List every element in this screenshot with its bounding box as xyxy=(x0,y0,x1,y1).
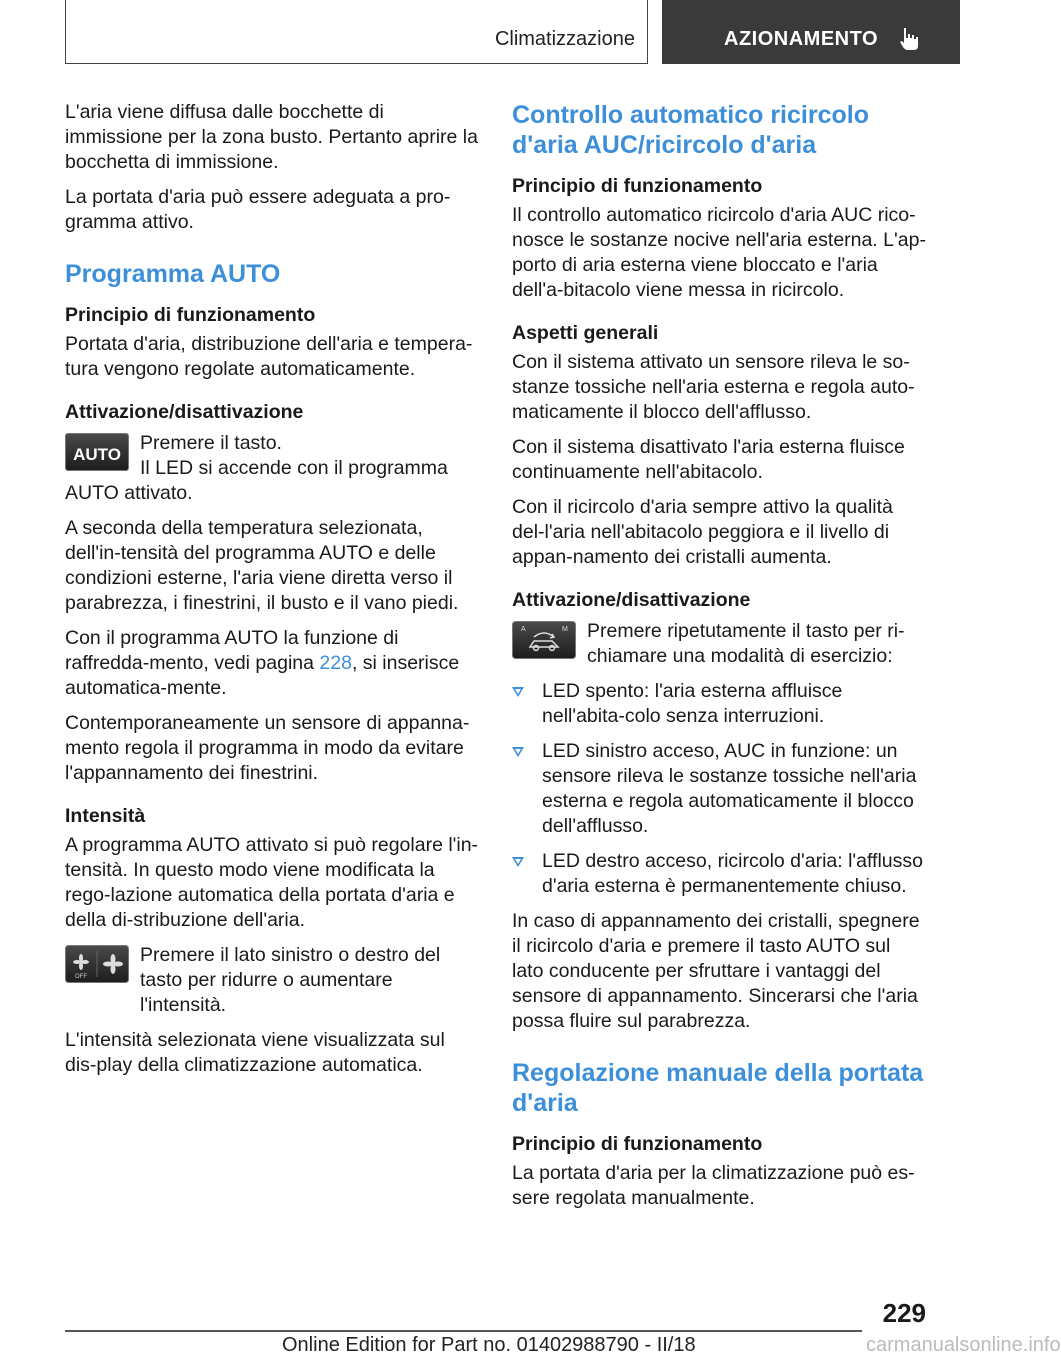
off-label: OFF xyxy=(75,974,87,980)
paragraph: Con il sistema attivato un sensore rileva le so‐stanze tossiche nell'aria esterna e regola auto‐maticamente il blocco dell'afflusso. xyxy=(512,351,915,423)
list-item: LED spento: l'aria esterna affluisce nell'abita‐colo senza interruzioni. xyxy=(512,679,927,729)
paragraph: Con il sistema disattivato l'aria esterna fluisce continuamente nell'abitacolo. xyxy=(512,436,905,483)
triangle-bullet-icon xyxy=(512,687,524,697)
header-chapter-tab xyxy=(662,0,960,64)
paragraph: La portata d'aria per la climatizzazione può es‐sere regolata manualmente. xyxy=(512,1162,915,1209)
subheading-aspetti: Aspetti generali xyxy=(512,322,659,344)
auto-key-block xyxy=(65,431,480,506)
paragraph: Il controllo automatico ricircolo d'aria AUC rico‐nosce le sostanze nocive nell'aria esterna. L'ap‐porto di aria esterna viene bloccato e l'aria dell'a‐bitacolo viene messa in ricircolo. xyxy=(512,204,926,301)
header-section-title: Climatizzazione xyxy=(494,28,635,50)
paragraph: Portata d'aria, distribuzione dell'aria e tempera‐tura vengono regolate automaticamente. xyxy=(65,333,473,380)
hand-pointer-icon xyxy=(898,26,922,52)
subheading-attivazione: Attivazione/disattivazione xyxy=(65,401,304,423)
subheading-intensita: Intensità xyxy=(65,805,146,827)
recirc-key-m: M xyxy=(562,626,568,633)
header-chapter-title: AZIONAMENTO xyxy=(724,28,879,50)
paragraph: A programma AUTO attivato si può regolare l'in‐tensità. In questo modo viene modificata la rego‐lazione automatica della portata d'aria e della di‐stribuzione dell'aria. xyxy=(65,834,479,931)
paragraph: Con il programma AUTO la funzione di raffredda‐mento, vedi pagina 228, si inserisce automatica‐mente. xyxy=(65,627,460,699)
paragraph: La portata d'aria può essere adeguata a pro‐gramma attivo. xyxy=(65,186,451,233)
paragraph: In caso di appannamento dei cristalli, spegnere il ricircolo d'aria e premere il tasto AUTO sul lato conducente per sfruttare i vantaggi del sensore di appannamento. Sincerarsi che l'aria possa fluire sul parabrezza. xyxy=(512,910,920,1032)
recirc-key-block xyxy=(512,619,927,669)
list-item: LED sinistro acceso, AUC in funzione: un sensore rileva le sostanze tossiche nell'aria esterna e regola automaticamente il blocco dell'afflusso. xyxy=(512,739,927,839)
recirc-key-a: A xyxy=(521,626,526,633)
paragraph: A seconda della temperatura selezionata, dell'in‐tensità del programma AUTO e delle condizioni esterne, l'aria viene diretta verso il parabrezza, i finestrini, il busto e il vano piedi. xyxy=(65,517,459,614)
section-heading-manual: Regolazione manuale della portata d'aria xyxy=(512,1059,924,1117)
auto-key-label: AUTO xyxy=(73,445,121,464)
mode-list xyxy=(512,679,927,899)
list-item: LED destro acceso, ricircolo d'aria: l'afflusso d'aria esterna è permanentemente chiuso. xyxy=(512,849,927,899)
paragraph: Con il ricircolo d'aria sempre attivo la qualità del‐l'aria nell'abitacolo peggiora e il livello di appan‐namento dei cristalli aumenta. xyxy=(512,496,893,568)
key-instruction: Premere il lato sinistro o destro del tasto per ridurre o aumentare l'intensità. xyxy=(140,944,441,1016)
subheading-principio: Principio di funzionamento xyxy=(512,1133,763,1155)
fan-intensity-button-image xyxy=(65,945,129,983)
subheading-principio: Principio di funzionamento xyxy=(65,304,316,326)
fan-key-block xyxy=(65,943,480,1018)
key-instruction: AUTO attivato. xyxy=(65,482,193,504)
right-column xyxy=(512,100,927,1221)
left-column xyxy=(65,100,480,1088)
section-heading-programma-auto: Programma AUTO xyxy=(65,260,281,288)
auto-button-image xyxy=(65,433,129,471)
key-instruction: Il LED si accende con il programma xyxy=(140,457,448,479)
header-section-tab xyxy=(65,0,648,64)
recirculation-button-image xyxy=(512,621,576,659)
subheading-principio: Principio di funzionamento xyxy=(512,175,763,197)
footer-watermark-logo: carmanualsonline.info xyxy=(866,1334,1061,1356)
footer-divider xyxy=(65,1330,862,1332)
triangle-bullet-icon xyxy=(512,747,524,757)
key-instruction: Premere ripetutamente il tasto per ri‐chiamare una modalità di esercizio: xyxy=(587,620,905,667)
page-number: 229 xyxy=(882,1298,926,1328)
paragraph: L'aria viene diffusa dalle bocchette di immissione per la zona busto. Pertanto aprire la bocchetta di immissione. xyxy=(65,101,478,173)
footer-edition: Online Edition for Part no. 01402988790 - II/18 xyxy=(282,1334,696,1356)
section-heading-auc: Controllo automatico ricircolo d'aria AUC/ricircolo d'aria xyxy=(512,101,869,159)
paragraph: Contemporaneamente un sensore di appanna‐mento regola il programma in modo da evitare l'appannamento dei finestrini. xyxy=(65,712,470,784)
subheading-attivazione: Attivazione/disattivazione xyxy=(512,589,751,611)
key-instruction: Premere il tasto. xyxy=(140,432,282,454)
paragraph: L'intensità selezionata viene visualizzata sul dis‐play della climatizzazione automatica. xyxy=(65,1029,445,1076)
page-link[interactable]: 228 xyxy=(319,652,352,674)
triangle-bullet-icon xyxy=(512,857,524,867)
